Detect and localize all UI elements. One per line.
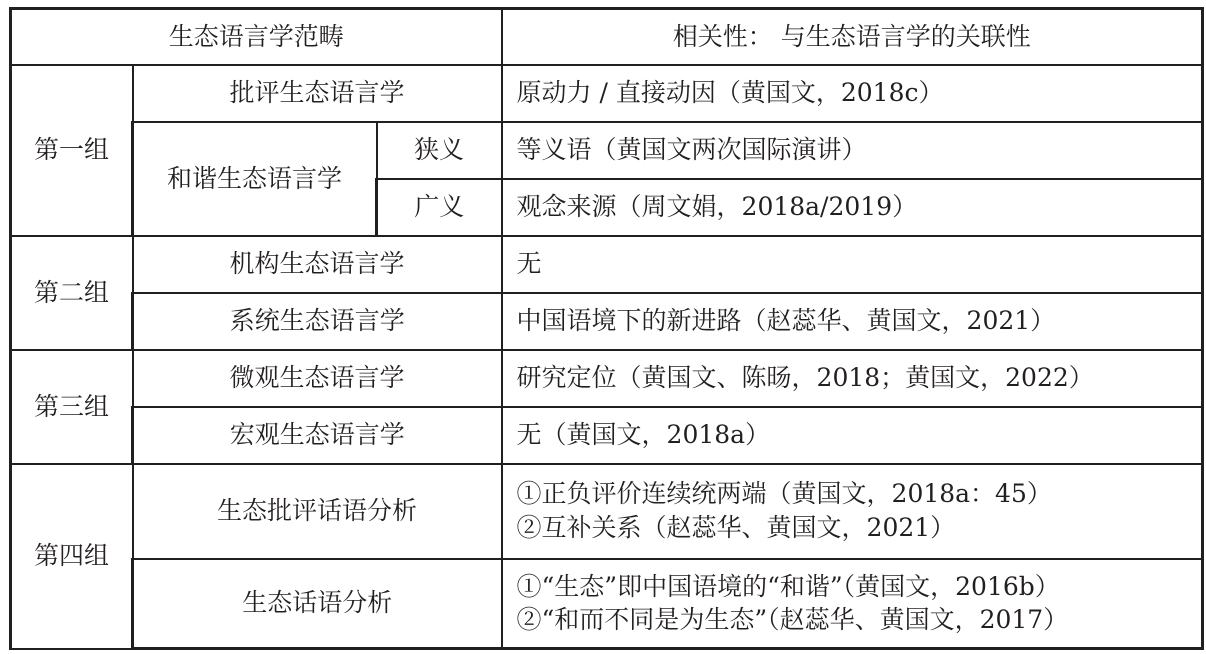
table-row: [11, 122, 1203, 179]
group-label: 第三组: [11, 350, 133, 464]
relevance-cell: 等义语（黄国文两次国际演讲）: [502, 122, 1203, 179]
table-row: [11, 464, 1203, 559]
relevance-line-2: ②互补关系（赵蕊华、黄国文，2021）: [516, 513, 956, 542]
relevance-line-2: ②“和而不同是为生态”（赵蕊华、黄国文，2017）: [516, 605, 1069, 635]
category-name: 生态话语分析: [133, 559, 502, 649]
category-name: 机构生态语言学: [133, 236, 502, 293]
table-row: [11, 236, 1203, 293]
category-name: 生态批评话语分析: [133, 464, 502, 559]
relevance-line-1: ①“生态”即中国语境的“和谐”（黄国文，2016b）: [516, 571, 1060, 601]
table-row: [11, 559, 1203, 649]
subcategory-name: 广义: [377, 179, 502, 236]
subcategory-name: 狭义: [377, 122, 502, 179]
category-name: 系统生态语言学: [133, 293, 502, 350]
table-row: [11, 350, 1203, 407]
relevance-cell: 观念来源（周文娟，2018a/2019）: [502, 179, 1203, 236]
table-row: [11, 407, 1203, 464]
group-label: 第四组: [11, 464, 133, 649]
category-name: 微观生态语言学: [133, 350, 502, 407]
relevance-cell: 研究定位（黄国文、陈旸，2018；黄国文，2022）: [502, 350, 1203, 407]
header-row: [11, 9, 1203, 65]
relevance-cell: 无: [502, 236, 1203, 293]
header-relevance: 相关性： 与生态语言学的关联性: [502, 9, 1203, 65]
relevance-line-1: ①正负评价连续统两端（黄国文，2018a：45）: [516, 479, 1052, 509]
table-row: [11, 65, 1203, 122]
relevance-cell: 原动力 / 直接动因（黄国文，2018c）: [502, 65, 1203, 122]
table-row: [11, 293, 1203, 350]
relevance-cell: [502, 559, 1203, 649]
ecolinguistics-table: [9, 7, 1204, 650]
category-name: 宏观生态语言学: [133, 407, 502, 464]
category-name: 批评生态语言学: [133, 65, 502, 122]
category-name: 和谐生态语言学: [133, 122, 377, 236]
group-label: 第二组: [11, 236, 133, 350]
relevance-cell: [502, 464, 1203, 559]
relevance-cell: 无（黄国文，2018a）: [502, 407, 1203, 464]
group-label: 第一组: [11, 65, 133, 236]
header-category: 生态语言学范畴: [11, 9, 502, 65]
relevance-cell: 中国语境下的新进路（赵蕊华、黄国文，2021）: [502, 293, 1203, 350]
